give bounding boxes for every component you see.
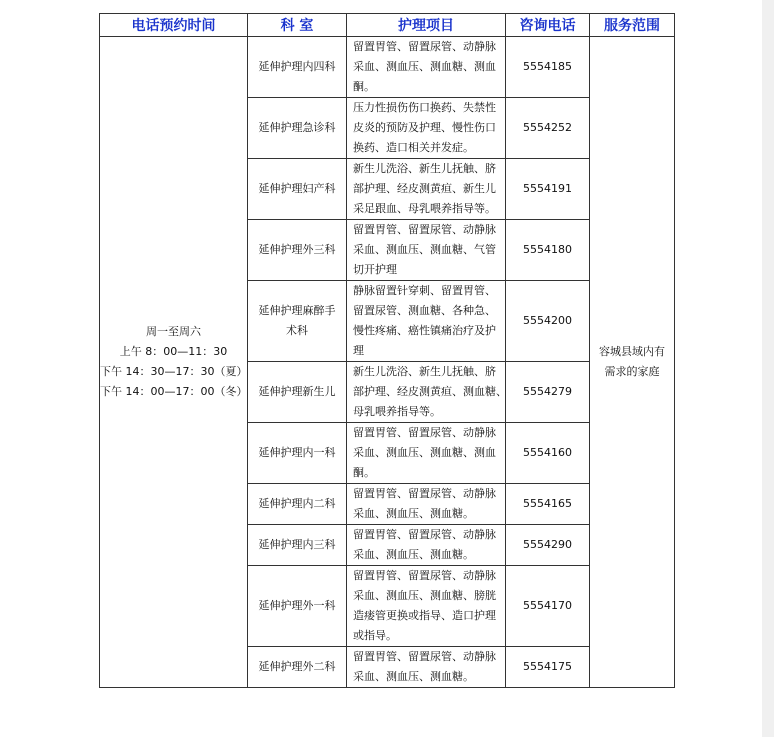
dept-line: 延伸护理外三科 — [258, 243, 336, 256]
phone-cell: 5554252 — [506, 98, 590, 159]
header-row — [100, 14, 675, 37]
scope-cell — [590, 37, 675, 688]
dept-cell — [248, 281, 347, 362]
header-items: 护理项目 — [347, 14, 506, 37]
header-scope: 服务范围 — [590, 14, 675, 37]
items-cell — [347, 159, 506, 220]
items-line: 静脉留置针穿刺、留置胃管、 — [353, 284, 496, 297]
items-line: 部护理、经皮测黄疸、新生儿 — [353, 182, 496, 195]
phone-cell: 5554290 — [506, 525, 590, 566]
items-line: 留置胃管、留置尿管、动静脉 — [353, 40, 496, 53]
header-dept: 科 室 — [248, 14, 347, 37]
dept-cell — [248, 566, 347, 647]
items-cell — [347, 484, 506, 525]
phone-cell: 5554191 — [506, 159, 590, 220]
items-cell — [347, 281, 506, 362]
items-line: 压力性损伤伤口换药、失禁性 — [353, 101, 496, 114]
dept-cell — [248, 98, 347, 159]
scrollbar-track[interactable] — [762, 0, 774, 737]
items-line: 留置胃管、留置尿管、动静脉 — [353, 426, 496, 439]
items-line: 留置胃管、留置尿管、动静脉 — [353, 650, 496, 663]
nursing-service-table — [99, 13, 675, 688]
dept-line: 延伸护理内三科 — [258, 538, 336, 551]
phone-cell: 5554185 — [506, 37, 590, 98]
header-time: 电话预约时间 — [100, 14, 248, 37]
items-line: 采血、测血压、测血糖、膀胱 — [353, 589, 496, 602]
items-line: 采足跟血、母乳喂养指导等。 — [353, 202, 496, 215]
items-line: 母乳喂养指导等。 — [353, 405, 441, 418]
items-line: 皮炎的预防及护理、慢性伤口 — [353, 121, 496, 134]
items-line: 理 — [353, 344, 364, 357]
items-cell — [347, 37, 506, 98]
items-cell — [347, 98, 506, 159]
time-line: 上午 8：00—11：30 — [119, 345, 228, 358]
dept-line: 延伸护理内四科 — [258, 60, 336, 73]
dept-cell — [248, 423, 347, 484]
dept-cell — [248, 37, 347, 98]
items-cell — [347, 362, 506, 423]
time-line: 下午 14：00—17：00（冬） — [100, 385, 248, 398]
time-line: 周一至周六 — [146, 325, 201, 338]
items-line: 留置胃管、留置尿管、动静脉 — [353, 528, 496, 541]
items-line: 切开护理 — [353, 263, 397, 276]
items-line: 慢性疼痛、癌性镇痛治疗及护 — [353, 324, 496, 337]
items-line: 采血、测血压、测血糖。 — [353, 548, 474, 561]
dept-cell — [248, 484, 347, 525]
phone-cell: 5554165 — [506, 484, 590, 525]
header-phone: 咨询电话 — [506, 14, 590, 37]
items-line: 换药、造口相关并发症。 — [353, 141, 474, 154]
dept-line: 延伸护理妇产科 — [258, 182, 336, 195]
scope-line: 需求的家庭 — [604, 365, 660, 378]
items-cell — [347, 525, 506, 566]
items-line: 酮。 — [353, 80, 375, 93]
phone-cell: 5554170 — [506, 566, 590, 647]
items-cell — [347, 566, 506, 647]
dept-cell — [248, 362, 347, 423]
time-cell — [100, 37, 248, 688]
table-row — [100, 37, 675, 98]
dept-cell — [248, 647, 347, 688]
items-line: 采血、测血压、测血糖。 — [353, 507, 474, 520]
phone-cell: 5554200 — [506, 281, 590, 362]
items-line: 酮。 — [353, 466, 375, 479]
dept-cell — [248, 220, 347, 281]
dept-line: 延伸护理外一科 — [258, 599, 336, 612]
items-line: 部护理、经皮测黄疸、测血糖、 — [353, 385, 507, 398]
items-line: 采血、测血压、测血糖。 — [353, 670, 474, 683]
phone-cell: 5554180 — [506, 220, 590, 281]
phone-cell: 5554175 — [506, 647, 590, 688]
phone-cell: 5554160 — [506, 423, 590, 484]
dept-cell — [248, 159, 347, 220]
dept-line: 延伸护理新生儿 — [258, 385, 336, 398]
items-line: 留置尿管、测血糖、各种急、 — [353, 304, 496, 317]
time-line: 下午 14：30—17：30（夏） — [100, 365, 248, 378]
dept-line: 延伸护理内一科 — [258, 446, 336, 459]
items-line: 留置胃管、留置尿管、动静脉 — [353, 569, 496, 582]
items-cell — [347, 423, 506, 484]
items-line: 造瘘管更换或指导、造口护理 — [353, 609, 496, 622]
dept-line: 延伸护理内二科 — [258, 497, 336, 510]
items-line: 采血、测血压、测血糖、测血 — [353, 60, 496, 73]
items-cell — [347, 220, 506, 281]
items-line: 采血、测血压、测血糖、测血 — [353, 446, 496, 459]
items-line: 采血、测血压、测血糖、气管 — [353, 243, 496, 256]
dept-line: 延伸护理急诊科 — [258, 121, 336, 134]
items-cell — [347, 647, 506, 688]
dept-line: 延伸护理麻醉手 — [258, 304, 336, 317]
items-line: 留置胃管、留置尿管、动静脉 — [353, 223, 496, 236]
items-line: 新生儿洗浴、新生儿抚触、脐 — [353, 365, 496, 378]
scope-line: 容城县域内有 — [599, 345, 665, 358]
dept-line: 延伸护理外二科 — [258, 660, 336, 673]
dept-cell — [248, 525, 347, 566]
items-line: 或指导。 — [353, 629, 397, 642]
items-line: 新生儿洗浴、新生儿抚触、脐 — [353, 162, 496, 175]
dept-line: 术科 — [286, 324, 308, 337]
phone-cell: 5554279 — [506, 362, 590, 423]
items-line: 留置胃管、留置尿管、动静脉 — [353, 487, 496, 500]
